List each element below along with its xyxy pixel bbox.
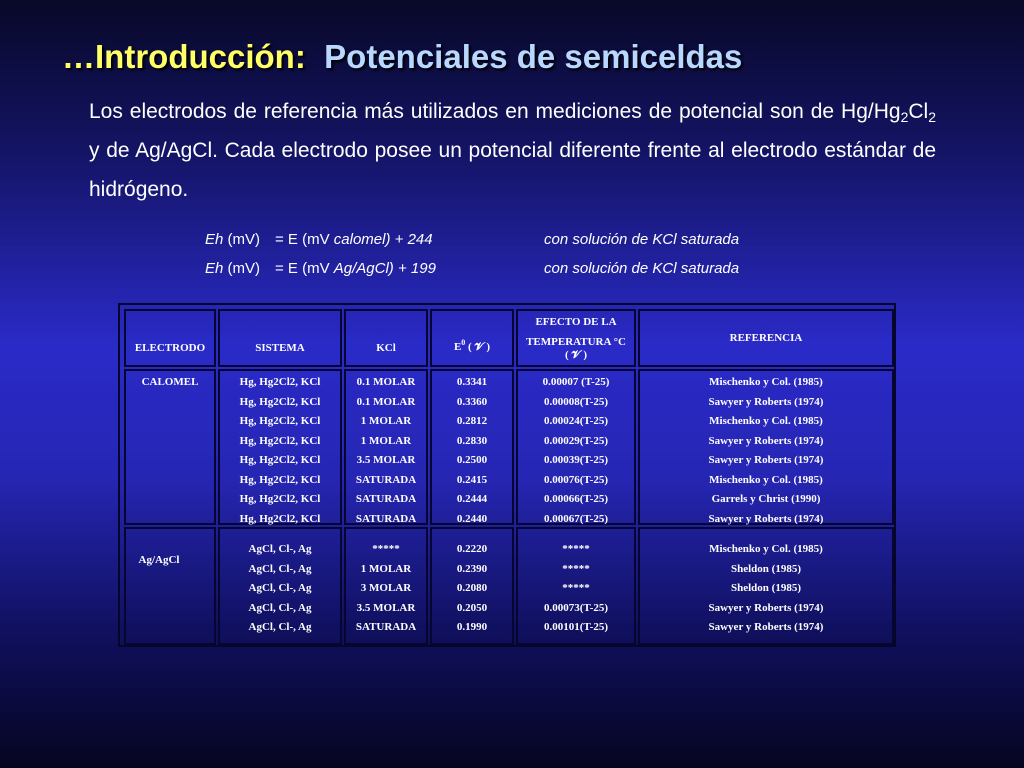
agagcl-kcl-cell: 3.5 MOLAR <box>356 601 416 614</box>
calomel-kcl-cell: SATURADA <box>355 473 417 486</box>
calomel-kcl-cell: 0.1 MOLAR <box>356 395 416 408</box>
agagcl-ref-cell: Sheldon (1985) <box>731 582 801 594</box>
agagcl-e0-cell: 0.2390 <box>456 562 488 575</box>
calomel-efecto-cell: 0.00029(T-25) <box>543 434 609 447</box>
calomel-efecto-cell: 0.00024(T-25) <box>543 415 609 427</box>
calomel-sistema-cell: Hg, Hg2Cl2, KCl <box>239 454 321 466</box>
calomel-sistema-cell: Hg, Hg2Cl2, KCl <box>239 376 321 388</box>
calomel-ref-cell: Garrels y Christ (1990) <box>711 493 821 505</box>
calomel-efecto-cell: 0.00007 (T-25) <box>542 376 610 388</box>
calomel-e0-cell: 0.3360 <box>456 395 488 408</box>
intro-text-3: y de Ag/AgCl. Cada electrodo posee un potencial diferente frente al electrodo estándar de hidrógeno. <box>89 139 936 201</box>
calomel-sistema-cell: Hg, Hg2Cl2, KCl <box>239 434 321 447</box>
calomel-e0-cell: 0.2444 <box>456 493 488 505</box>
calomel-e0-cell: 0.2415 <box>456 473 488 486</box>
calomel-kcl-cell: 3.5 MOLAR <box>356 454 416 466</box>
agagcl-efecto-cell: 0.00101(T-25) <box>543 621 609 633</box>
intro-text-1: Los electrodos de referencia más utilizados en mediciones de potencial son de Hg/Hg <box>89 100 901 123</box>
agagcl-sistema-cell: AgCl, Cl-, Ag <box>248 621 312 633</box>
calomel-ref-cell: Mischenko y Col. (1985) <box>709 473 823 486</box>
agagcl-efecto-cell: 0.00073(T-25) <box>543 601 609 614</box>
agagcl-efecto-cell: ***** <box>562 562 590 575</box>
header-referencia: REFERENCIA <box>729 332 803 344</box>
calomel-e0-cell: 0.2812 <box>456 415 488 427</box>
agagcl-kcl-cell: SATURADA <box>355 621 417 633</box>
agagcl-sistema-cell: AgCl, Cl-, Ag <box>248 562 312 575</box>
calomel-efecto-cell: 0.00066(T-25) <box>543 493 609 505</box>
calomel-sistema-cell: Hg, Hg2Cl2, KCl <box>239 395 321 408</box>
title-prefix: …Introducción: <box>62 38 306 75</box>
calomel-efecto-cell: 0.00039(T-25) <box>543 454 609 466</box>
header-efecto-line1: EFECTO DE LA <box>535 316 617 328</box>
calomel-efecto-cell: 0.00067(T-25) <box>543 512 609 525</box>
calomel-efecto-cell: 0.00076(T-25) <box>543 473 609 486</box>
agagcl-kcl-cell: ***** <box>372 543 400 555</box>
calomel-sistema-cell: Hg, Hg2Cl2, KCl <box>239 512 321 525</box>
agagcl-cell-electrodo <box>124 527 216 645</box>
calomel-label: CALOMEL <box>141 376 199 388</box>
intro-text-2: Cl <box>908 100 929 123</box>
agagcl-kcl-cell: 3 MOLAR <box>360 582 412 594</box>
agagcl-sistema-cell: AgCl, Cl-, Ag <box>248 582 312 594</box>
equation-rhs: = E (mV calomel) + 244 <box>275 231 433 248</box>
header-cell-kcl <box>344 309 428 367</box>
equation-rhs: = E (mV Ag/AgCl) + 199 <box>275 260 436 277</box>
intro-sub-2: 2 <box>928 109 936 125</box>
calomel-kcl-cell: SATURADA <box>355 512 417 525</box>
calomel-e0-cell: 0.2830 <box>456 434 488 447</box>
calomel-sistema-cell: Hg, Hg2Cl2, KCl <box>239 473 321 486</box>
calomel-ref-cell: Sawyer y Roberts (1974) <box>708 434 824 447</box>
potentials-table <box>118 303 896 647</box>
agagcl-ref-cell: Sheldon (1985) <box>731 562 801 575</box>
calomel-efecto-cell: 0.00008(T-25) <box>543 395 609 408</box>
agagcl-efecto-cell: ***** <box>562 543 590 555</box>
agagcl-e0-cell: 0.2220 <box>456 543 488 555</box>
equation-lhs: Eh (mV) <box>205 231 261 248</box>
agagcl-efecto-cell: ***** <box>562 582 590 594</box>
agagcl-ref-cell: Sawyer y Roberts (1974) <box>708 601 824 614</box>
calomel-ref-cell: Mischenko y Col. (1985) <box>709 376 823 388</box>
header-sistema: SISTEMA <box>255 342 305 354</box>
calomel-ref-cell: Sawyer y Roberts (1974) <box>708 512 824 525</box>
calomel-ref-cell: Sawyer y Roberts (1974) <box>708 395 824 408</box>
calomel-kcl-cell: 1 MOLAR <box>360 434 412 447</box>
agagcl-kcl-cell: 1 MOLAR <box>360 562 412 575</box>
calomel-ref-cell: Mischenko y Col. (1985) <box>709 415 823 427</box>
header-cell-sistema <box>218 309 342 367</box>
agagcl-e0-cell: 0.2050 <box>456 601 488 614</box>
equation-note: con solución de KCl saturada <box>544 260 740 277</box>
intro-paragraph <box>89 92 936 209</box>
header-electrodo: ELECTRODO <box>134 342 206 354</box>
agagcl-sistema-cell: AgCl, Cl-, Ag <box>248 543 312 555</box>
agagcl-ref-cell: Sawyer y Roberts (1974) <box>708 621 824 633</box>
calomel-kcl-cell: 1 MOLAR <box>360 415 412 427</box>
intro-sub-1: 2 <box>900 109 909 125</box>
calomel-cell-electrodo <box>124 369 216 525</box>
header-kcl: KCl <box>376 342 396 354</box>
calomel-kcl-cell: 0.1 MOLAR <box>356 376 416 388</box>
agagcl-label: Ag/AgCl <box>138 554 180 566</box>
calomel-e0-cell: 0.2440 <box>456 512 488 525</box>
header-efecto-line2: TEMPERATURA °C <box>526 336 626 348</box>
agagcl-sistema-cell: AgCl, Cl-, Ag <box>248 601 312 614</box>
equation-lhs: Eh (mV) <box>205 260 261 277</box>
slide-title <box>62 38 742 76</box>
calomel-e0-cell: 0.2500 <box>456 454 488 466</box>
agagcl-e0-cell: 0.1990 <box>456 621 488 633</box>
calomel-ref-cell: Sawyer y Roberts (1974) <box>708 454 824 466</box>
calomel-e0-cell: 0.3341 <box>456 376 488 388</box>
header-cell-electrodo <box>124 309 216 367</box>
calomel-kcl-cell: SATURADA <box>355 493 417 505</box>
agagcl-e0-cell: 0.2080 <box>456 582 488 594</box>
calomel-sistema-cell: Hg, Hg2Cl2, KCl <box>239 493 321 505</box>
calomel-sistema-cell: Hg, Hg2Cl2, KCl <box>239 415 321 427</box>
header-efecto-line3: ( 𝓥 ) <box>565 349 587 361</box>
agagcl-ref-cell: Mischenko y Col. (1985) <box>709 543 823 555</box>
header-e0: $E^0$ ( 𝓥 ) <box>453 338 491 353</box>
title-main: Potenciales de semiceldas <box>324 38 743 75</box>
equation-note: con solución de KCl saturada <box>544 231 740 248</box>
